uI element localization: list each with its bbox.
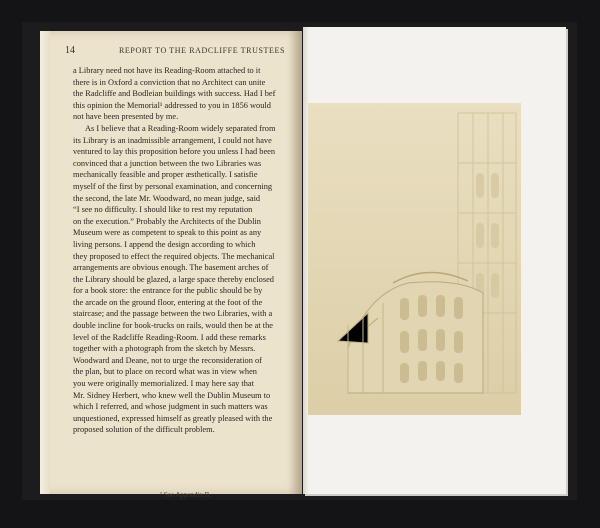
text-line: living persons. I append the design according to which [73, 239, 256, 249]
text-line: proposed solution of the difficult problem. [73, 425, 215, 435]
text-line: its Library is an inadmissible arrangement, I could not have [73, 135, 272, 145]
text-line: “I see no difficulty. I should like to rest my reputation [73, 205, 253, 215]
mounted-photograph [308, 103, 521, 415]
text-line: mechanically feasible and proper æsthetically. I satisfie [73, 170, 258, 180]
text-line: you were originally memorialized. I may here say that [73, 379, 254, 389]
text-line: unquestioned, expressed himself as greatly pleased with the [73, 413, 273, 423]
text-line: As I believe that a Reading-Room widely separated from [85, 123, 276, 133]
text-line: the second, the late Mr. Woodward, no mean judge, said [73, 193, 261, 203]
text-line: Museum were as competent to speak to this point as any [73, 228, 262, 238]
text-line: which I referred, and whose judgment in such matters was [73, 402, 268, 412]
text-line: there is in Oxford a conviction that no Architect can unite [73, 77, 266, 87]
text-line: the Radcliffe and Bodleian buildings with success. Had I bef [73, 89, 276, 99]
page-edge [40, 31, 50, 494]
text-line: on the execution.” Probably the Architects of the Dublin [73, 216, 261, 226]
footnote: ¹ See Appendix B. [160, 491, 212, 499]
text-line: double incline for book-trucks on rails, would then be at the [73, 321, 273, 331]
text-line: Mr. Sidney Herbert, who knew well the Dublin Museum to [73, 390, 271, 400]
text-line: myself of the first by personal examination, and concerning [73, 181, 273, 191]
text-line: the arcade on the ground floor, entering at the foot of the [73, 297, 263, 307]
left-page [40, 31, 302, 499]
text-line: together with a photograph from the sketch by Messrs. [73, 344, 256, 354]
text-line: the plan, but to place on record what was in view when [73, 367, 257, 377]
rotunda-sketch-image [308, 103, 521, 415]
page-gutter [288, 31, 302, 494]
right-page [303, 27, 566, 494]
text-line: level of the Radcliffe Reading-Room. I add these remarks [73, 332, 266, 342]
text-line: they proposed to effect the required objects. The mechanical [73, 251, 275, 261]
text-line: not have been presented by me. [73, 112, 179, 122]
text-line: convinced that a junction between the two Libraries was [73, 158, 262, 168]
text-line: staircase; and the passage between the two Libraries, with a [73, 309, 273, 319]
text-line: this opinion the Memorial¹ addressed to you in 1856 would [73, 100, 271, 110]
running-title: REPORT TO THE RADCLIFFE TRUSTEES [119, 46, 286, 55]
text-line: ventured to lay this proposition before you unless I had been [73, 147, 276, 157]
text-line: the Library should be glazed, a large space thereby enclosed [73, 274, 274, 284]
text-line: arrangements are obvious enough. The basement arches of [73, 263, 269, 273]
page-number: 14 [65, 45, 75, 56]
text-line: a Library need not have its Reading-Room attached to it [73, 66, 261, 75]
text-line: for a book store: the entrance for the public should be by [73, 286, 263, 296]
text-line: Woodward and Deane, not to urge the reconsideration of [73, 355, 262, 365]
